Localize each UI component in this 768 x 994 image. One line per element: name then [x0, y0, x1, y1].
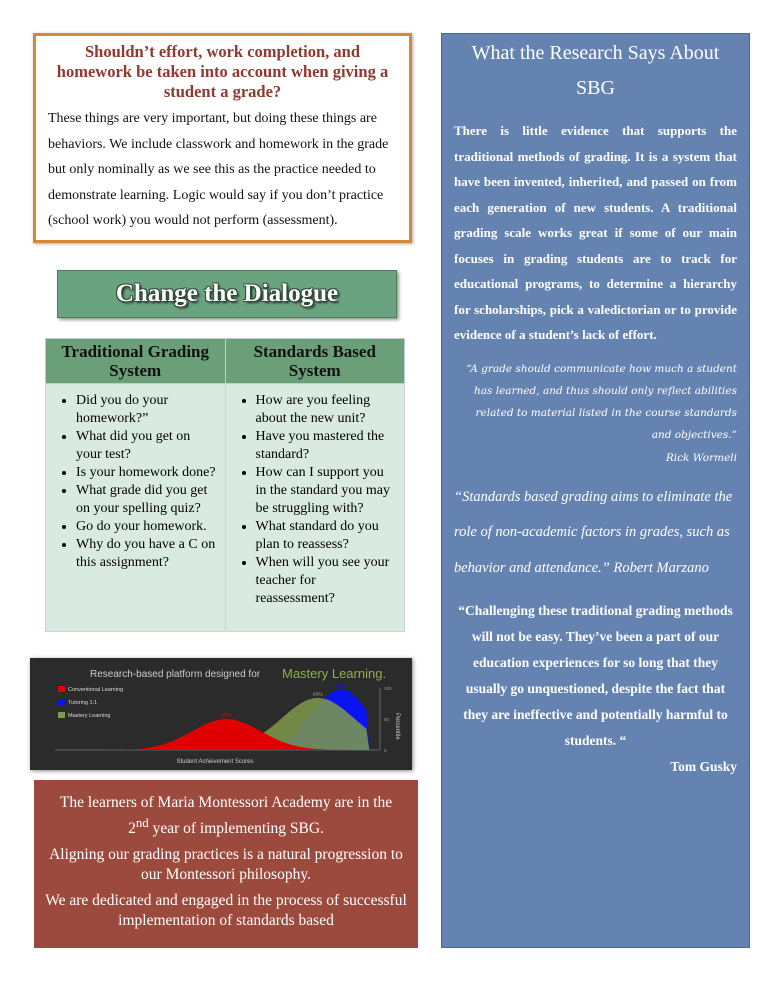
statement-line: The learners of Maria Montessori Academy are in the 2nd year of implementing SBG. — [59, 794, 393, 838]
traditional-question: • Why do you have a C on this assignment? — [76, 536, 219, 572]
legend-label: Tutoring 1:1 — [68, 700, 98, 706]
traditional-question: • What grade did you get on your spelling quiz? — [76, 482, 219, 518]
standards-list — [232, 392, 399, 608]
comparison-table — [45, 338, 405, 632]
academy-statement — [34, 780, 418, 948]
standards-question: • How are you feeling about the new unit? — [256, 392, 399, 428]
traditional-question: • What did you get on your test? — [76, 428, 219, 464]
traditional-question: • Did you do your homework?” — [76, 392, 219, 428]
chart-title: Research-based platform designed for — [90, 669, 261, 680]
y-tick-label: 0 — [384, 748, 387, 753]
question-box — [33, 33, 412, 243]
traditional-question: • Is your homework done? — [76, 464, 219, 482]
chart-title-highlight: Mastery Learning. — [282, 666, 387, 681]
chart-svg — [30, 658, 412, 770]
y-tick-label: 50 — [384, 717, 390, 722]
header-standards: Standards Based System — [225, 339, 405, 384]
statement-dedication: We are dedicated and engaged in the process of successful implementation of standards based — [45, 892, 407, 930]
legend-label: Mastery Learning — [68, 713, 111, 719]
mastery-learning-chart — [30, 658, 412, 770]
question-answer: These things are very important, but doing these things are behaviors. We include classwork and homework in the grade but only nominally as we see this as the practice needed to demonstrate learning. Logic would say if you don’t practice (school work) you would not perform (assessment). — [48, 111, 389, 228]
traditional-question: • Go do your homework. — [76, 518, 219, 536]
marzano-quote: “Standards based grading aims to eliminate the role of non-academic factors in grades, such as behavior and attendance.” Robert Marzano — [454, 488, 733, 576]
gusky-author: Tom Gusky — [670, 759, 737, 774]
standards-question: • Have you mastered the standard? — [256, 428, 399, 464]
standards-question: • How can I support you in the standard you may be struggling with? — [256, 464, 399, 518]
traditional-list — [52, 392, 219, 572]
question-title: Shouldn’t effort, work completion, and homework be taken into account when giving a student a grade? — [56, 42, 389, 101]
x-axis-label: Student Achievement Scores — [176, 759, 254, 765]
gusky-quote: “Challenging these traditional grading methods will not be easy. They’ve been a part of our education experiences for so long that they usually go unquestioned, despite the fact that they are ineffective and potentially harmful to students. “ Tom Gusky — [454, 598, 737, 780]
statement-philosophy: Aligning our grading practices is a natural progression to our Montessori philosophy. — [49, 846, 403, 884]
header-traditional: Traditional Grading System — [46, 339, 226, 384]
research-panel — [441, 33, 750, 948]
standards-question: • What standard do you plan to reassess? — [256, 518, 399, 554]
wormeli-quote: “A grade should communicate how much a student has learned, and thus should only reflect abilities related to material listed in the course standards and objectives.” — [466, 362, 737, 441]
banner-title: Change the Dialogue — [115, 280, 339, 307]
peak-label: 84% — [312, 691, 323, 698]
y-tick-label: 100 — [384, 686, 392, 691]
research-title: What the Research Says About SBG — [471, 42, 720, 99]
legend-swatch — [58, 686, 65, 692]
wormeli-author: Rick Wormeli — [665, 451, 737, 464]
research-body: There is little evidence that supports the traditional methods of grading. It is a system that have been invented, inherited, and passed on from each generation of new students. A traditional grading scale works great if some of our main focuses in grading students are to track for educational programs, to determine a hierarchy for scholarships, pick a valedictorian or to provide evidence of a student’s lack of effort. — [454, 123, 737, 342]
y-axis-label: Percentile — [394, 713, 400, 740]
change-dialogue-banner — [57, 270, 397, 318]
standards-question: • When will you see your teacher for reassessment? — [256, 554, 399, 608]
peak-label: 98% — [335, 683, 346, 690]
peak-label: 50% — [221, 713, 232, 719]
legend-swatch — [58, 699, 65, 705]
legend-label: Conventional Learning — [68, 687, 124, 693]
legend-swatch — [58, 712, 65, 718]
